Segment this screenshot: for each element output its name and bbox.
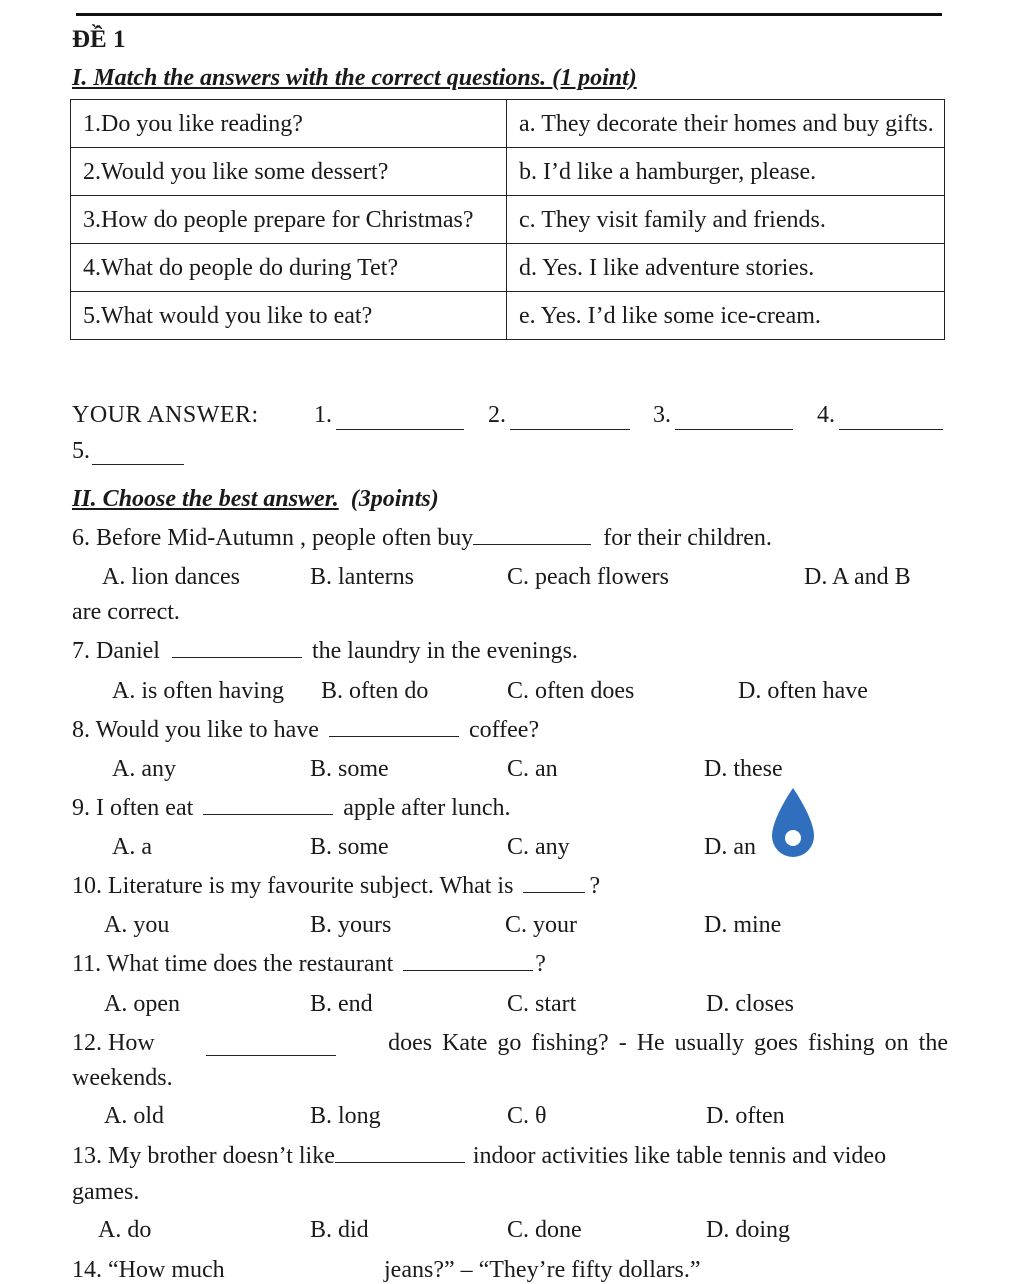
answer-label: YOUR ANSWER: [72, 402, 259, 428]
option-d[interactable]: D. A and B [804, 564, 911, 590]
question-text: 10. Literature is my favourite subject. What is [72, 873, 514, 899]
question-cell: 4.What do people do during Tet? [71, 244, 507, 292]
option-a[interactable]: A. old [104, 1103, 164, 1129]
answer-number: 4. [817, 402, 835, 428]
option-c[interactable]: C. your [505, 912, 577, 938]
option-d[interactable]: D. often [706, 1103, 785, 1129]
table-row [71, 244, 945, 292]
option-a[interactable]: A. open [104, 991, 180, 1017]
option-c[interactable]: C. θ [507, 1103, 547, 1129]
test-label: ĐỀ 1 [72, 26, 126, 53]
option-c[interactable]: C. an [507, 756, 558, 782]
question-blank[interactable] [203, 794, 333, 815]
option-c[interactable]: C. any [507, 834, 570, 860]
option-d[interactable]: D. an [704, 834, 756, 860]
question-text: 8. Would you like to have [72, 717, 319, 743]
option-b[interactable]: B. lanterns [310, 564, 414, 590]
answer-number: 5. [72, 438, 90, 464]
question-blank[interactable] [206, 1035, 336, 1056]
question-text: the laundry in the evenings. [311, 638, 578, 664]
question-blank[interactable] [473, 524, 591, 545]
answer-cell: b. I’d like a hamburger, please. [507, 148, 945, 196]
option-d[interactable]: D. doing [706, 1217, 790, 1243]
answer-blank-2[interactable] [510, 409, 630, 430]
question-blank[interactable] [335, 1142, 465, 1163]
question-text: for their children. [603, 525, 772, 551]
question-text: coffee? [468, 717, 540, 743]
table-row [71, 196, 945, 244]
answer-blank-5[interactable] [92, 444, 184, 465]
question-7 [72, 637, 578, 665]
option-a[interactable]: A. lion dances [102, 564, 240, 590]
question-blank[interactable] [329, 716, 459, 737]
option-d[interactable]: D. these [704, 756, 783, 782]
question-6 [72, 524, 772, 552]
section2-title [72, 485, 439, 513]
answer-number: 1. [314, 402, 332, 428]
answer-cell: a. They decorate their homes and buy gifts. [507, 100, 945, 148]
table-row [71, 100, 945, 148]
question-text: 9. I often eat [72, 795, 194, 821]
answer-blank-3[interactable] [675, 409, 793, 430]
option-c[interactable]: C. peach flowers [507, 564, 669, 590]
answer-blank-4[interactable] [839, 409, 943, 430]
table-row [71, 148, 945, 196]
question-8 [72, 716, 539, 744]
question-text: 13. My brother doesn’t like [72, 1143, 335, 1169]
top-rule [76, 13, 942, 16]
answer-number: 2. [488, 402, 506, 428]
option-c[interactable]: C. often does [507, 678, 635, 704]
answer-cell: d. Yes. I like adventure stories. [507, 244, 945, 292]
option-d[interactable]: D. closes [706, 991, 794, 1017]
question-text: 6. Before Mid-Autumn , people often buy [72, 525, 474, 551]
question-cell: 5.What would you like to eat? [71, 292, 507, 340]
section2-title-points: (3points) [350, 486, 439, 512]
section2-title-main: II. Choose the best answer. [72, 486, 339, 512]
option-b[interactable]: B. yours [310, 912, 392, 938]
option-c[interactable]: C. done [507, 1217, 582, 1243]
option-a[interactable]: A. do [98, 1217, 152, 1243]
question-blank[interactable] [403, 950, 533, 971]
question-wrap: are correct. [72, 599, 180, 625]
answer-blank-1[interactable] [336, 409, 464, 430]
question-14-pre: 14. “How much [72, 1257, 225, 1283]
option-b[interactable]: B. end [310, 991, 373, 1017]
table-row [71, 292, 945, 340]
option-b[interactable]: B. often do [321, 678, 429, 704]
question-14-post: jeans?” – “They’re fifty dollars.” [384, 1257, 701, 1283]
option-b[interactable]: B. some [310, 756, 389, 782]
option-d[interactable]: D. often have [738, 678, 868, 704]
option-a[interactable]: A. you [104, 912, 170, 938]
question-text: apple after lunch. [343, 795, 511, 821]
question-10 [72, 872, 600, 900]
option-a[interactable]: A. is often having [112, 678, 284, 704]
option-d[interactable]: D. mine [704, 912, 782, 938]
question-text: 12. How [72, 1030, 155, 1056]
answer-number: 3. [653, 402, 671, 428]
question-9 [72, 794, 511, 822]
question-wrap: games. [72, 1179, 140, 1205]
question-12 [72, 1029, 948, 1057]
question-cell: 3.How do people prepare for Christmas? [71, 196, 507, 244]
option-b[interactable]: B. some [310, 834, 389, 860]
option-a[interactable]: A. a [112, 834, 152, 860]
question-text: indoor activities like table tennis and video [472, 1143, 887, 1169]
question-blank[interactable] [172, 637, 302, 658]
option-c[interactable]: C. start [507, 991, 577, 1017]
question-11 [72, 950, 546, 978]
section1-title: I. Match the answers with the correct questions. (1 point) [72, 65, 637, 91]
question-wrap: weekends. [72, 1065, 173, 1091]
question-text: ? [535, 951, 546, 977]
option-b[interactable]: B. long [310, 1103, 381, 1129]
question-text: 7. Daniel [72, 638, 160, 664]
question-cell: 2.Would you like some dessert? [71, 148, 507, 196]
question-text: ? [589, 873, 601, 899]
option-b[interactable]: B. did [310, 1217, 369, 1243]
question-text: does Kate go fishing? - He usually goes fishing on the [388, 1030, 948, 1056]
question-13 [72, 1142, 886, 1170]
question-text: 11. What time does the restaurant [72, 951, 394, 977]
matching-table [70, 99, 945, 340]
answer-cell: c. They visit family and friends. [507, 196, 945, 244]
location-drop-icon[interactable] [770, 786, 816, 860]
question-cell: 1.Do you like reading? [71, 100, 507, 148]
question-blank[interactable] [523, 872, 585, 893]
answer-cell: e. Yes. I’d like some ice-cream. [507, 292, 945, 340]
option-a[interactable]: A. any [112, 756, 176, 782]
